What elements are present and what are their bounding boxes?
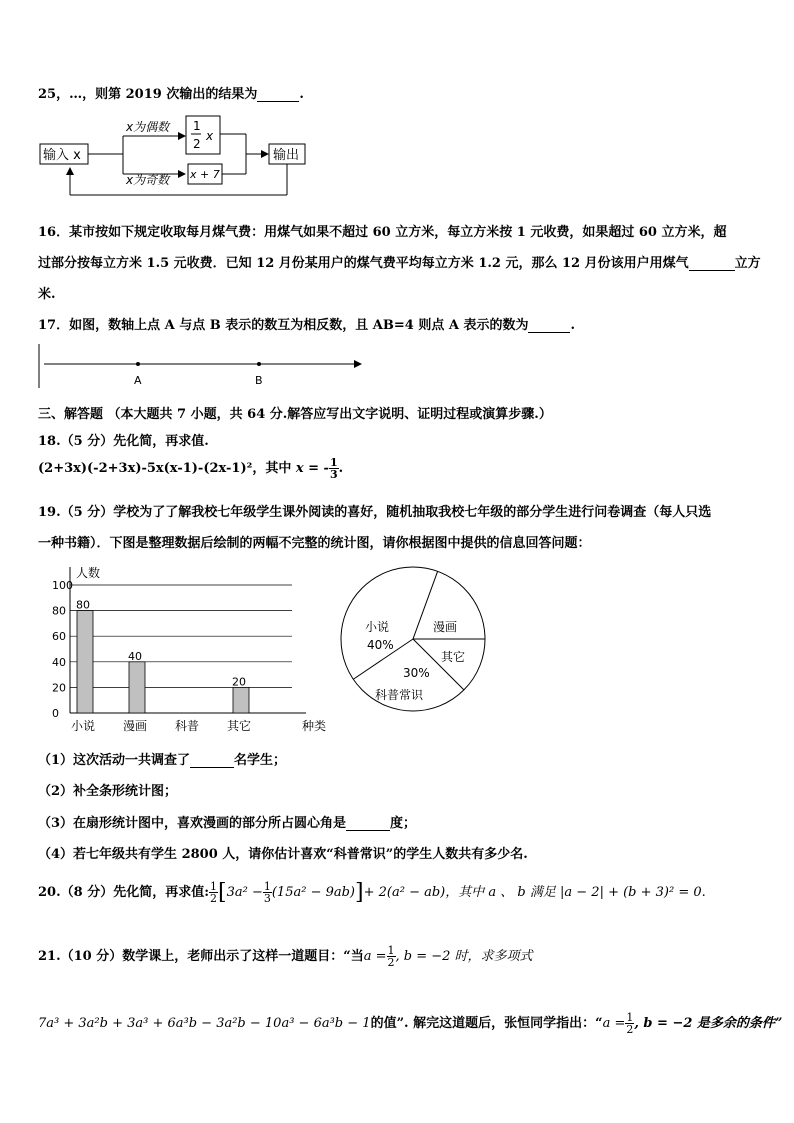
bar bbox=[77, 611, 93, 713]
q16-line2: 过部分按每立方米 1.5 元收费．已知 12 月份某用户的煤气费平均每立方米 1.2 元，那么 12 月份该用户用煤气 立方 bbox=[38, 256, 761, 271]
q19-sub4: （4）若七年级共有学生 2800 人，请你估计喜欢“科普常识”的学生人数共有多少名. bbox=[38, 847, 528, 862]
label-B: B bbox=[255, 374, 263, 387]
half-var: x bbox=[206, 129, 214, 143]
plus7-label: x + 7 bbox=[190, 168, 220, 181]
q21-poly: 7a³ + 3a²b + 3a³ + 6a³b − 3a²b − 10a³ − 6a³b − 1的值”. 解完这道题后，张恒同学指出：“a = $\frac{1}{2}$ , b = −2 是多余的条件” bbox=[38, 1011, 783, 1036]
bar bbox=[129, 662, 145, 713]
point-A bbox=[136, 362, 140, 366]
input-label: 输入 x bbox=[43, 148, 81, 163]
section-heading: 三、解答题 （本大题共 7 小题，共 64 分.解答应写出文字说明、证明过程或演算步骤.） bbox=[38, 407, 552, 422]
q19-line2: 一种书籍）．下图是整理数据后绘制的两幅不完整的统计图，请你根据图中提供的信息回答问题： bbox=[38, 536, 591, 551]
q19-line1: 19.（5 分）学校为了了解我校七年级学生课外阅读的喜好，随机抽取我校七年级的部分学生进行问卷调查（每人只选 bbox=[38, 505, 712, 520]
q19-sub2: （2）补全条形统计图； bbox=[38, 784, 178, 799]
label-A: A bbox=[134, 374, 142, 387]
x-tick-label: 小说 bbox=[71, 719, 96, 733]
y-tick-label: 100 bbox=[52, 579, 73, 592]
x-tick-label: 漫画 bbox=[123, 719, 148, 733]
pie-slice-label: 科普常识 bbox=[375, 688, 424, 702]
y-tick-label: 60 bbox=[52, 630, 66, 644]
flowchart bbox=[38, 112, 328, 202]
bar-data-label: 20 bbox=[232, 675, 246, 689]
pie-slice-label: 其它 bbox=[441, 650, 466, 664]
q17-text: 17．如图，数轴上点 A 与点 B 表示的数互为相反数，且 AB=4 则点 A 表示的数为 . bbox=[38, 318, 576, 333]
number-line bbox=[36, 340, 376, 390]
q15-text: 25，…，则第 2019 次输出的结果为 . bbox=[38, 87, 304, 102]
bar-data-label: 80 bbox=[76, 598, 90, 612]
y-tick-label: 80 bbox=[52, 604, 66, 618]
y-axis-label: 人数 bbox=[76, 566, 101, 580]
y-tick-label: 40 bbox=[52, 655, 66, 669]
y-tick-label: 0 bbox=[52, 707, 59, 720]
y-tick-label: 20 bbox=[52, 681, 66, 695]
half-box bbox=[186, 116, 220, 154]
q16-line1: 16．某市按如下规定收取每月煤气费：用煤气如果不超过 60 立方米，每立方米按 1 元收费，如果超过 60 立方米，超 bbox=[38, 225, 727, 240]
q20-expr: 20.（8 分）先化简，再求值: $\frac{1}{2}$ [3a² − $\frac{1}{3}$ (15a² − 9ab)]+ 2(a² − ab)，其中 a 、 b 满足 |a − 2| + (b + 3)² = 0. bbox=[38, 880, 706, 905]
q18-expr: (2+3x)(-2+3x)-5x(x-1)-(2x-1)²，其中 x = - $\frac{1}{3}$ . bbox=[38, 456, 344, 481]
q21-head: 21.（10 分）数学课上，老师出示了这样一道题目：“当a = $\frac{1}{2}$ , b = −2 时，求多项式 bbox=[38, 944, 533, 969]
x-tick-label: 科普 bbox=[175, 719, 200, 733]
point-B bbox=[257, 362, 261, 366]
even-label: x为偶数 bbox=[126, 120, 170, 134]
half-den: 2 bbox=[193, 137, 201, 151]
q16-line3: 米. bbox=[38, 287, 56, 302]
q19-sub1: （1）这次活动一共调查了 名学生； bbox=[38, 753, 287, 768]
pie-slice-pct: 40% bbox=[367, 638, 394, 652]
pie-chart bbox=[335, 565, 495, 715]
bar-data-label: 40 bbox=[128, 649, 142, 663]
bar-chart bbox=[30, 560, 335, 740]
x-axis-label: 种类 bbox=[302, 719, 327, 733]
pie-slice-pct: 30% bbox=[403, 666, 430, 680]
half-num: 1 bbox=[193, 119, 201, 133]
x-tick-label: 其它 bbox=[227, 719, 252, 733]
bar bbox=[233, 687, 249, 713]
pie-slice-label: 漫画 bbox=[433, 620, 458, 634]
pie-slice-label: 小说 bbox=[365, 620, 390, 634]
odd-label: x为奇数 bbox=[126, 173, 170, 187]
output-label: 输出 bbox=[273, 148, 300, 163]
q18-head: 18.（5 分）先化简，再求值. bbox=[38, 434, 209, 449]
q19-sub3: （3）在扇形统计图中，喜欢漫画的部分所占圆心角是 度； bbox=[38, 816, 417, 831]
